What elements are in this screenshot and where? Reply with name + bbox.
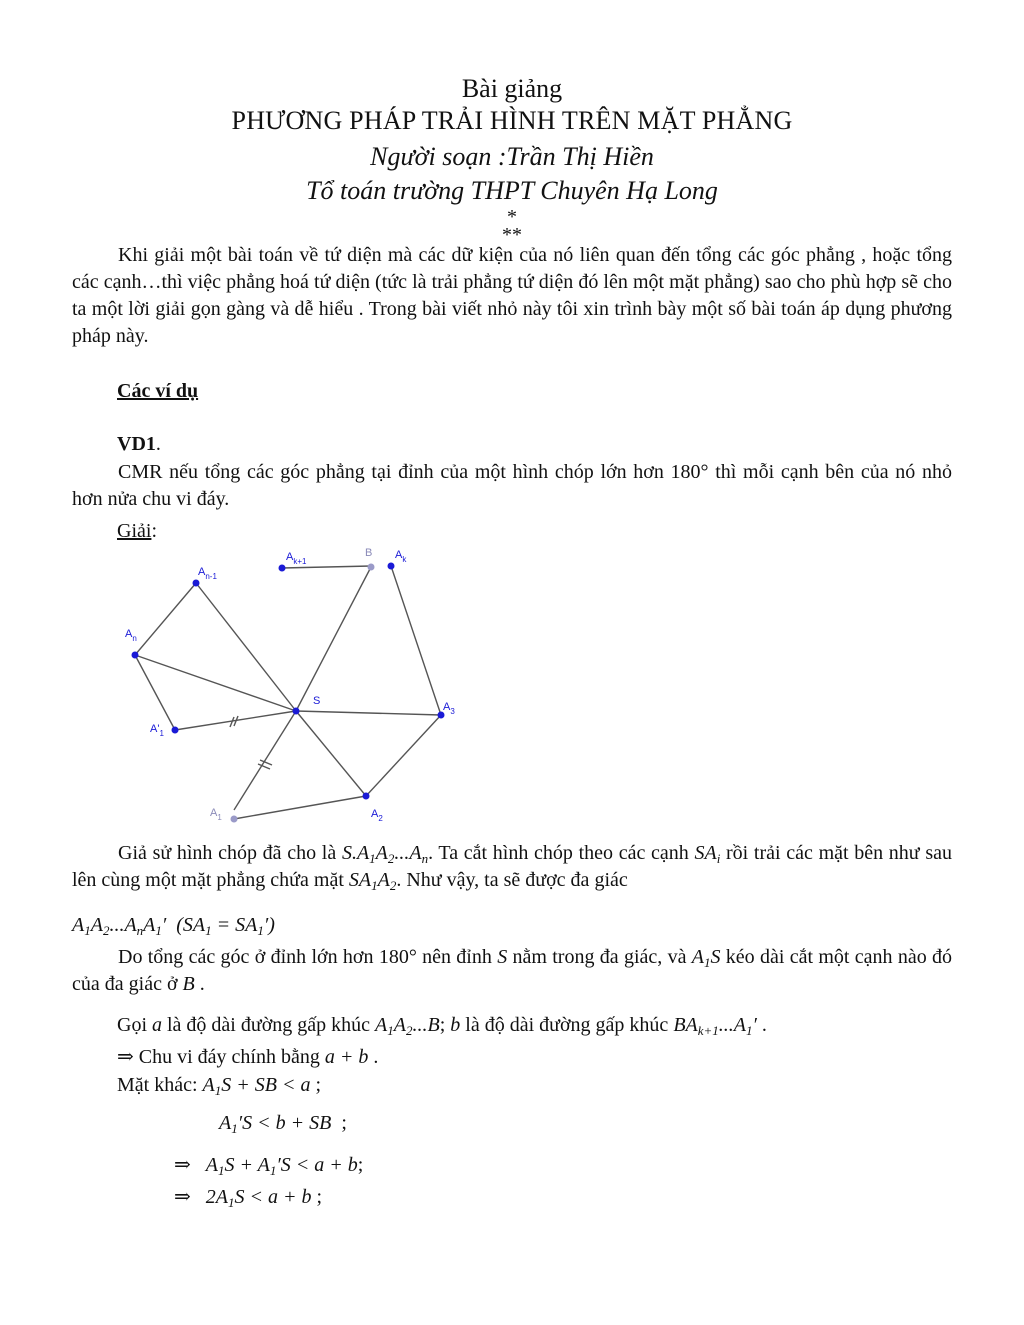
edge-Ak1-B xyxy=(282,566,371,568)
edge-A3-Ak xyxy=(391,566,441,715)
label-A1-sub: 1 xyxy=(217,813,222,822)
inequality-3: ⇒ $A_1S + A_1'S < a + b$; xyxy=(174,1154,364,1178)
figure-edges xyxy=(135,566,441,819)
label-B: B xyxy=(365,547,373,559)
label-A3: A xyxy=(443,701,451,713)
label-A2-sub: 2 xyxy=(378,814,383,823)
solution-line-4: ⇒ Chu vi đáy chính bằng a + b . xyxy=(117,1046,379,1068)
label-A2: A xyxy=(371,808,379,820)
p1-text-c: rồi trải các mặt bên như sau lên cùng một mặt phẳng chứa mặt xyxy=(72,842,952,891)
edge-S-A3 xyxy=(296,711,441,715)
document-title: PHƯƠNG PHÁP TRẢI HÌNH TRÊN MẶT PHẲNG xyxy=(231,106,793,135)
p1-text-a: Giả sử hình chóp đã cho là xyxy=(118,842,342,864)
p3-text-a: Gọi xyxy=(117,1014,152,1036)
p1-text-b: . Ta cắt hình chóp theo các cạnh xyxy=(428,842,695,864)
solution-line-5: Mặt khác: $A_1S$ + SB < a ; xyxy=(117,1074,322,1098)
edge-An1-An xyxy=(135,583,196,655)
svg-text:A1 xyxy=(210,807,222,822)
point-A2 xyxy=(363,793,370,800)
svg-text:An xyxy=(125,628,137,643)
label-A1: A xyxy=(210,807,218,819)
inequality-2: $A_1'S < b$ + SB ; xyxy=(219,1112,347,1136)
figure-labels xyxy=(125,547,455,823)
p2-text-c: kéo dài cắt một cạnh nào đó của đa giác ở xyxy=(72,946,953,995)
solution-paragraph-3: Gọi a là độ dài đường gấp khúc $A_1A_2...B$; b là độ dài đường gấp khúc $BA_{k+1}...A_1'$ . xyxy=(117,1014,767,1038)
svg-text:Ak xyxy=(395,549,407,564)
edge-S-B xyxy=(296,567,371,711)
edge-S-An1 xyxy=(196,583,296,711)
label-S: S xyxy=(313,695,321,707)
point-B xyxy=(368,564,375,571)
figure-points xyxy=(132,563,445,823)
p2-text-b: nằm trong đa giác, và xyxy=(507,946,692,968)
polygon-formula: $A_1A_2...A_nA_1'$ $(SA_1 = SA_1')$ xyxy=(72,914,275,938)
label-A3-sub: 3 xyxy=(450,707,455,716)
svg-text:An-1 xyxy=(198,566,217,581)
point-A1p xyxy=(172,727,179,734)
p3-text-b: là độ dài đường gấp khúc xyxy=(162,1014,376,1036)
p2-text-a: Do tổng các góc ở đỉnh lớn hơn 180° nên đỉnh xyxy=(118,946,498,968)
asterism-bottom: ** xyxy=(502,224,522,246)
solution-label: Giải xyxy=(117,520,152,542)
solution-paragraph-2: Do tổng các góc ở đỉnh lớn hơn 180° nên đỉnh S nằm trong đa giác, và $A_1S$ kéo dài cắt một cạnh nào đó của đa giác ở B . xyxy=(72,946,953,995)
asterism xyxy=(0,208,1024,244)
vd1-heading: VD1. xyxy=(117,433,161,455)
point-An1 xyxy=(193,580,200,587)
author-line: Người soạn :Trần Thị Hiền xyxy=(370,142,654,171)
svg-text:Ak+1 xyxy=(286,551,307,566)
lecture-label: Bài giảng xyxy=(461,74,563,103)
p5-text: Mặt khác: xyxy=(117,1074,203,1096)
label-Ak-sub: k xyxy=(402,555,407,564)
point-S xyxy=(293,708,300,715)
point-A1 xyxy=(231,816,238,823)
label-Ak: A xyxy=(395,549,403,561)
label-An-sub: n xyxy=(132,634,137,643)
tick-A1-2 xyxy=(260,760,272,765)
label-An1: A xyxy=(198,566,206,578)
tick-A1p-1 xyxy=(230,717,234,727)
edge-S-A1 xyxy=(234,711,296,810)
asterism-top: * xyxy=(507,206,517,228)
label-Ak1: A xyxy=(286,551,294,563)
intro-paragraph: Khi giải một bài toán về tứ diện mà các dữ kiện của nó liên quan đến tổng các góc phẳng , hoặc tổng các cạnh…thì việc phẳng hoá tứ diện (tức là trải phẳng tứ diện đó lên một mặt phẳng) sao cho phù hợp sẽ cho ta một lời giải gọn gàng và dễ hiểu . Trong bài viết nhỏ này tôi xin trình bày một số bài toán áp dụng phương pháp này. xyxy=(72,244,952,347)
vd1-label: VD1 xyxy=(117,433,156,455)
label-A1p-sub: 1 xyxy=(159,729,164,738)
svg-text:A'1 xyxy=(150,723,164,738)
svg-text:A2 xyxy=(371,808,383,823)
section-title: Các ví dụ xyxy=(117,380,199,402)
solution-heading: Giải: xyxy=(117,520,157,542)
point-An xyxy=(132,652,139,659)
point-Ak1 xyxy=(279,565,286,572)
edge-A2-A3 xyxy=(366,715,441,796)
unfolded-pyramid-figure xyxy=(110,540,470,830)
p4-text: Chu vi đáy chính bằng xyxy=(138,1046,325,1068)
p1-text-d: . Như vậy, ta sẽ được đa giác xyxy=(396,869,628,891)
label-A1p: A' xyxy=(150,723,160,735)
svg-text:A3 xyxy=(443,701,455,716)
p3-text-c: ; xyxy=(439,1014,451,1036)
edge-S-A2 xyxy=(296,711,366,796)
label-An1-sub: n-1 xyxy=(205,572,217,581)
school-line: Tổ toán trường THPT Chuyên Hạ Long xyxy=(306,176,718,205)
edge-S-An xyxy=(135,655,296,711)
label-An: A xyxy=(125,628,133,640)
inequality-4: ⇒ $2A_1S < a + b$ ; xyxy=(174,1186,323,1210)
label-Ak1-sub: k+1 xyxy=(293,557,307,566)
edge-A1-A2 xyxy=(234,796,366,819)
vd1-statement: CMR nếu tổng các góc phẳng tại đỉnh của một hình chóp lớn hơn 180° thì mỗi cạnh bên của nó nhỏ hơn nửa chu vi đáy. xyxy=(72,461,952,510)
point-Ak xyxy=(388,563,395,570)
p3-text-d: là độ dài đường gấp khúc xyxy=(460,1014,674,1036)
solution-paragraph-1: Giả sử hình chóp đã cho là $S.A_1A_2...A_n$. Ta cắt hình chóp theo các cạnh $SA_i$ rồi trải các mặt bên như sau lên cùng một mặt phẳng chứa mặt $SA_1A_2$. Như vậy, ta sẽ được đa giác xyxy=(72,842,952,893)
